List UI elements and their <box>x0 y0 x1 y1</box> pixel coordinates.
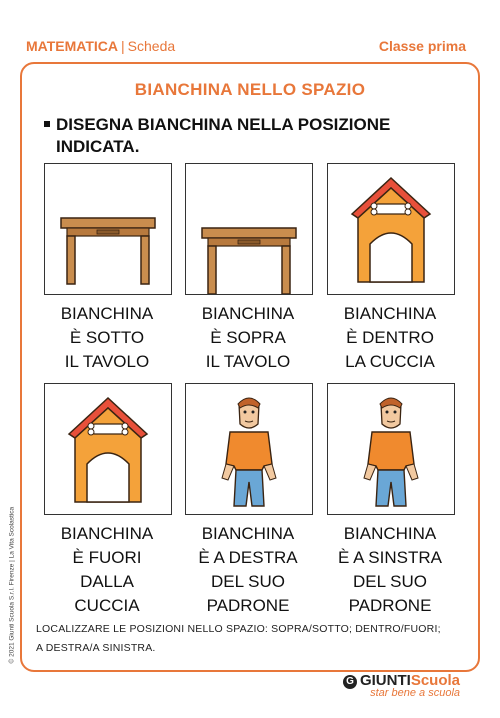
caption-line: PADRONE <box>348 596 432 615</box>
card-left-of-owner[interactable] <box>327 383 455 515</box>
logo-tagline: star bene a scuola <box>370 687 460 699</box>
giunti-logo-icon: G <box>343 675 357 689</box>
subject-label <box>26 38 175 54</box>
copyright-notice: © 2021 Giunti Scuola S.r.l. Firenze | La Vita Scolastica <box>8 506 16 664</box>
subject-name: MATEMATICA <box>26 38 119 54</box>
card-under-table[interactable] <box>44 163 172 295</box>
caption-line: BIANCHINA <box>343 304 437 323</box>
instruction <box>44 114 464 158</box>
teacher-note <box>36 620 466 658</box>
grade-label: Classe prima <box>378 38 466 54</box>
caption-left-of-owner <box>325 522 455 618</box>
teacher-note-line-1: LOCALIZZARE LE POSIZIONI NELLO SPAZIO: SOPRA/SOTTO; DENTRO/FUORI; <box>36 623 441 635</box>
caption-line: BIANCHINA <box>60 304 154 323</box>
publisher-logo[interactable] <box>340 672 460 699</box>
caption-line: È DENTRO <box>346 328 434 347</box>
sheet-type: Scheda <box>127 38 176 54</box>
card-on-table[interactable] <box>185 163 313 295</box>
caption-inside-doghouse <box>325 302 455 374</box>
caption-line: È A SINSTRA <box>338 548 442 567</box>
worksheet-title: BIANCHINA NELLO SPAZIO <box>134 80 366 99</box>
table-icon <box>186 164 312 294</box>
caption-line: LA CUCCIA <box>345 352 435 371</box>
caption-line: IL TAVOLO <box>64 352 150 371</box>
caption-line: DALLA <box>80 572 134 591</box>
caption-line: IL TAVOLO <box>205 352 291 371</box>
instruction-line-1: DISEGNA BIANCHINA NELLA POSIZIONE <box>56 115 391 134</box>
teacher-note-line-2: A DESTRA/A SINISTRA. <box>36 642 156 654</box>
caption-line: BIANCHINA <box>201 524 295 543</box>
logo-word-2: Scuola <box>410 672 460 689</box>
card-outside-doghouse[interactable] <box>44 383 172 515</box>
card-inside-doghouse[interactable] <box>327 163 455 295</box>
caption-line: È SOTTO <box>69 328 145 347</box>
instruction-line-2: INDICATA. <box>56 137 140 156</box>
card-right-of-owner[interactable] <box>185 383 313 515</box>
caption-line: DEL SUO <box>352 572 427 591</box>
caption-outside-doghouse <box>42 522 172 618</box>
caption-line: È FUORI <box>72 548 142 567</box>
doghouse-icon <box>328 164 454 294</box>
caption-line: BIANCHINA <box>60 524 154 543</box>
page-header <box>26 38 466 58</box>
logo-word-1: GIUNTI <box>359 672 411 689</box>
caption-line: BIANCHINA <box>201 304 295 323</box>
caption-under-table <box>42 302 172 374</box>
man-icon <box>328 384 454 514</box>
caption-line: DEL SUO <box>210 572 285 591</box>
caption-line: BIANCHINA <box>343 524 437 543</box>
caption-line: PADRONE <box>206 596 290 615</box>
caption-line: È SOPRA <box>210 328 286 347</box>
caption-right-of-owner <box>183 522 313 618</box>
header-separator: | <box>121 38 125 54</box>
caption-line: CUCCIA <box>74 596 140 615</box>
caption-line: È A DESTRA <box>198 548 298 567</box>
table-icon <box>45 164 171 294</box>
bullet-icon <box>44 121 50 127</box>
caption-on-table <box>183 302 313 374</box>
doghouse-icon <box>45 384 171 514</box>
man-icon <box>186 384 312 514</box>
